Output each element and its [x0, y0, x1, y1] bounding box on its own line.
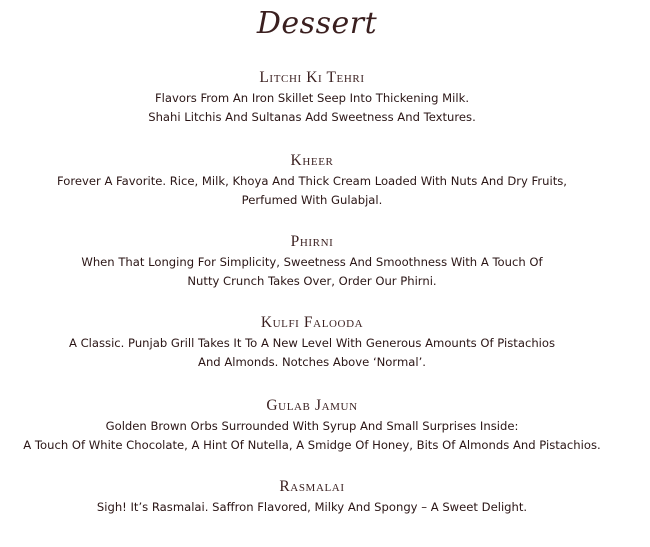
item-description — [0, 253, 624, 291]
item-description — [0, 417, 624, 455]
description-line: Forever A Favorite. Rice, Milk, Khoya And Thick Cream Loaded With Nuts And Dry Fruits, — [57, 174, 567, 188]
item-name: Litchi Ki Tehri — [259, 69, 365, 86]
menu-item-kheer — [0, 151, 624, 210]
description-line: Flavors From An Iron Skillet Seep Into Thickening Milk. — [155, 91, 469, 105]
item-description — [0, 172, 624, 210]
menu-item-gulab-jamun — [0, 396, 624, 455]
description-line: When That Longing For Simplicity, Sweetness And Smoothness With A Touch Of — [81, 255, 543, 269]
menu-item-kulfi-falooda — [0, 313, 624, 372]
menu-item-litchi-ki-tehri — [0, 68, 624, 127]
item-description — [0, 498, 624, 517]
description-line: Shahi Litchis And Sultanas Add Sweetness And Textures. — [148, 110, 476, 124]
item-description — [0, 334, 624, 372]
description-line: Golden Brown Orbs Surrounded With Syrup And Small Surprises Inside: — [105, 419, 519, 433]
description-line: Perfumed With Gulabjal. — [241, 193, 383, 207]
page-title: Dessert — [256, 6, 378, 41]
item-name: Kulfi Falooda — [260, 314, 364, 331]
dessert-menu — [0, 68, 624, 517]
item-description — [0, 89, 624, 127]
menu-item-phirni — [0, 232, 624, 291]
item-name: Kheer — [290, 152, 334, 169]
menu-item-rasmalai — [0, 477, 624, 517]
description-line: Nutty Crunch Takes Over, Order Our Phirni. — [187, 274, 437, 288]
description-line: Sigh! It’s Rasmalai. Saffron Flavored, Milky And Spongy – A Sweet Delight. — [96, 500, 528, 514]
description-line: A Classic. Punjab Grill Takes It To A New Level With Generous Amounts Of Pistachios — [68, 336, 556, 350]
item-name: Phirni — [290, 233, 334, 250]
description-line: A Touch Of White Chocolate, A Hint Of Nutella, A Smidge Of Honey, Bits Of Almonds And Pistachios. — [23, 438, 601, 452]
description-line: And Almonds. Notches Above ‘Normal’. — [198, 355, 426, 369]
item-name: Gulab Jamun — [266, 397, 358, 414]
item-name: Rasmalai — [279, 478, 345, 495]
